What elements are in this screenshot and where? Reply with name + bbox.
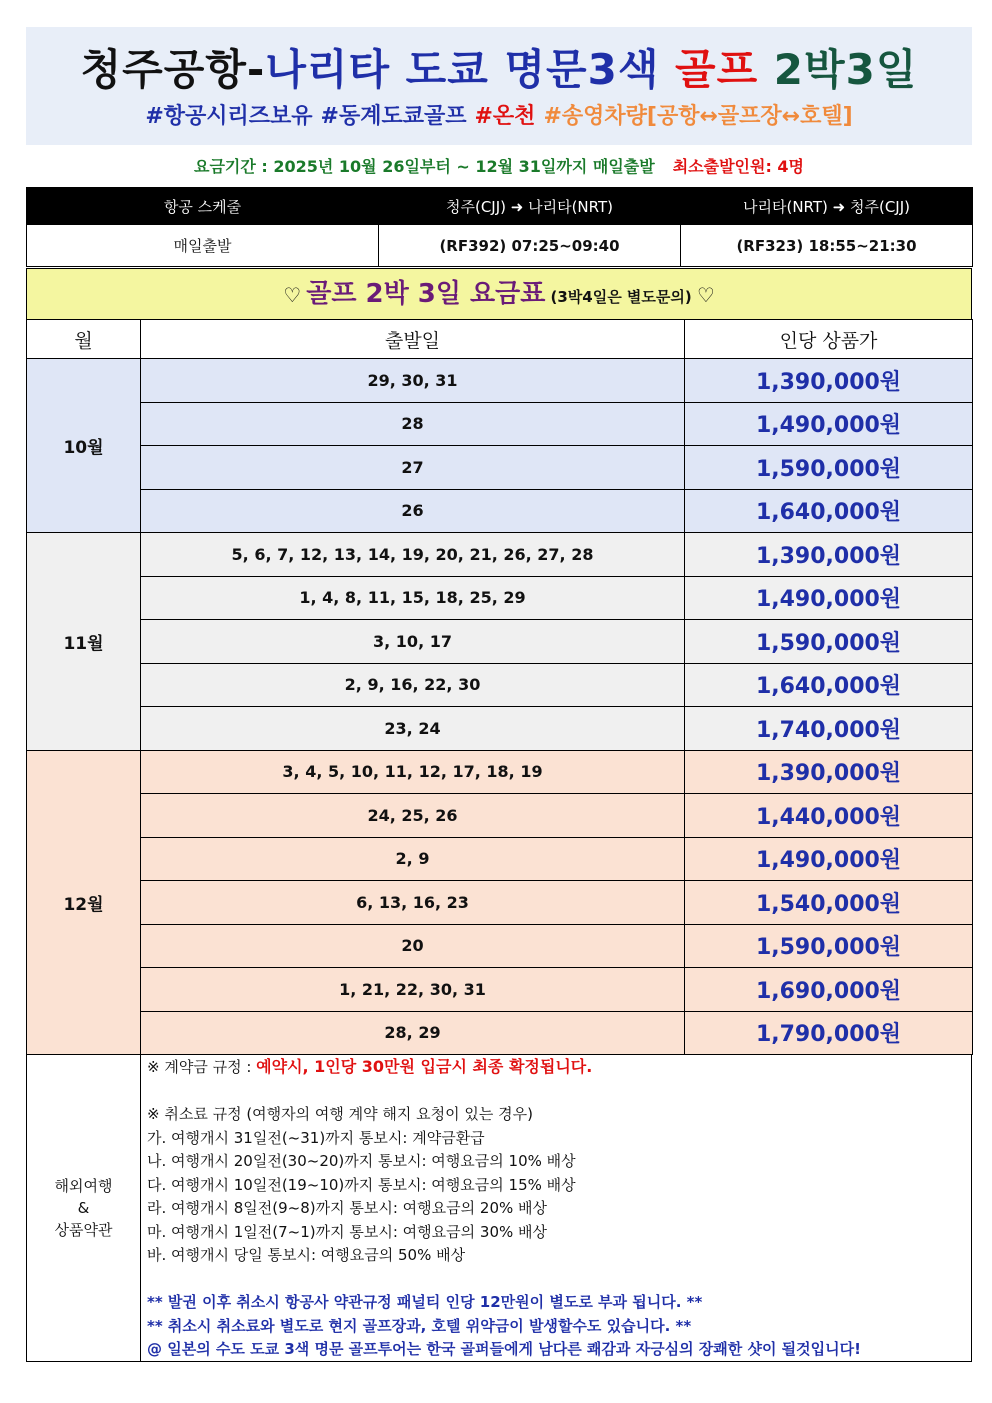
table-row [27, 794, 973, 838]
price-header-row [27, 320, 973, 359]
header-departure-dates: 출발일 [141, 320, 685, 359]
terms-note: @ 일본의 수도 도쿄 3색 명문 골프투어는 한국 골퍼들에게 남다른 쾌감과 자긍심의 장쾌한 샷이 될것입니다! [147, 1340, 861, 1358]
departure-dates: 1, 21, 22, 30, 31 [141, 968, 685, 1012]
min-people: 최소출발인원: 4명 [672, 157, 804, 176]
cancel-rule-title: ※ 취소료 규정 (여행자의 여행 계약 해지 요청이 있는 경우) [147, 1105, 533, 1123]
price: 1,590,000원 [685, 924, 973, 968]
departure-dates: 3, 4, 5, 10, 11, 12, 17, 18, 19 [141, 750, 685, 794]
price: 1,390,000원 [685, 750, 973, 794]
table-row [27, 402, 973, 446]
cancel-rule-item: 마. 여행개시 1일전(7~1)까지 통보시: 여행요금의 30% 배상 [147, 1222, 547, 1241]
flight-header-outbound: 청주(CJJ) ➜ 나리타(NRT) [379, 188, 681, 225]
price: 1,390,000원 [685, 359, 973, 403]
price: 1,640,000원 [685, 663, 973, 707]
table-row [27, 837, 973, 881]
table-row [27, 663, 973, 707]
table-row [27, 533, 973, 577]
terms-label-line: 상품약관 [54, 1221, 113, 1239]
table-row [27, 968, 973, 1012]
price: 1,590,000원 [685, 446, 973, 490]
hashtag: #항공시리즈보유 [145, 104, 313, 129]
header-month: 월 [27, 320, 141, 359]
departure-dates: 6, 13, 16, 23 [141, 881, 685, 925]
departure-dates: 20 [141, 924, 685, 968]
departure-dates: 24, 25, 26 [141, 794, 685, 838]
terms-label [27, 1055, 141, 1361]
title-part-destination: 나리타 도쿄 명문3색 [265, 45, 676, 94]
flight-departure-frequency: 매일출발 [27, 225, 379, 267]
table-row [27, 707, 973, 751]
price: 1,690,000원 [685, 968, 973, 1012]
cancel-rule-item: 나. 여행개시 20일전(30~20)까지 통보시: 여행요금의 10% 배상 [147, 1152, 576, 1170]
terms-note: ** 발권 이후 취소시 항공사 약관규정 패널티 인당 12만원이 별도로 부과 됩니다. ** [147, 1293, 703, 1311]
departure-dates: 29, 30, 31 [141, 359, 685, 403]
cancel-rule-item: 바. 여행개시 당일 통보시: 여행요금의 50% 배상 [147, 1246, 466, 1264]
table-row [27, 576, 973, 620]
hashtag: #송영차량[공항↔골프장↔호텔] [543, 104, 853, 129]
flight-header-row [27, 188, 973, 225]
hashtags [26, 99, 972, 130]
month-cell: 10월 [27, 359, 141, 533]
title-part-golf: 골프 [675, 45, 759, 94]
fare-period [26, 154, 972, 177]
price: 1,490,000원 [685, 402, 973, 446]
page-title [26, 37, 972, 97]
deposit-rule-label: ※ 계약금 규정 : [147, 1058, 257, 1076]
price-table [26, 319, 973, 1055]
price: 1,440,000원 [685, 794, 973, 838]
price: 1,590,000원 [685, 620, 973, 664]
departure-dates: 28 [141, 402, 685, 446]
cancel-rule-item: 라. 여행개시 8일전(9~8)까지 통보시: 여행요금의 20% 배상 [147, 1199, 547, 1217]
price: 1,790,000원 [685, 1011, 973, 1055]
flight-outbound-time: (RF392) 07:25~09:40 [379, 225, 681, 267]
price: 1,540,000원 [685, 881, 973, 925]
fare-table-subtitle: (3박4일은 별도문의) [550, 288, 692, 306]
month-cell: 12월 [27, 750, 141, 1055]
table-row [27, 620, 973, 664]
price: 1,640,000원 [685, 489, 973, 533]
fare-period-text: 요금기간 : 2025년 10월 26일부터 ~ 12월 31일까지 매일출발 [193, 157, 655, 176]
departure-dates: 5, 6, 7, 12, 13, 14, 19, 20, 21, 26, 27, 28 [141, 533, 685, 577]
title-part-duration: 2박3일 [758, 45, 918, 94]
price: 1,490,000원 [685, 576, 973, 620]
departure-dates: 3, 10, 17 [141, 620, 685, 664]
departure-dates: 1, 4, 8, 11, 15, 18, 25, 29 [141, 576, 685, 620]
terms-label-line: 해외여행 [54, 1177, 113, 1195]
departure-dates: 23, 24 [141, 707, 685, 751]
flight-schedule-table [26, 187, 973, 267]
departure-dates: 28, 29 [141, 1011, 685, 1055]
header-price: 인당 상품가 [685, 320, 973, 359]
price: 1,740,000원 [685, 707, 973, 751]
terms-note: ** 취소시 취소료와 별도로 현지 골프장과, 호텔 위약금이 발생할수도 있습니다. ** [147, 1316, 692, 1335]
heart-icon: ♡ [283, 283, 302, 307]
fare-table-title [26, 268, 972, 320]
table-row [27, 1011, 973, 1055]
table-row [27, 489, 973, 533]
price: 1,490,000원 [685, 837, 973, 881]
table-row [27, 924, 973, 968]
table-row [27, 881, 973, 925]
departure-dates: 26 [141, 489, 685, 533]
flight-inbound-time: (RF323) 18:55~21:30 [681, 225, 973, 267]
table-row [27, 359, 973, 403]
departure-dates: 2, 9 [141, 837, 685, 881]
deposit-rule [147, 1055, 967, 1080]
month-cell: 11월 [27, 533, 141, 751]
terms-label-line: & [77, 1199, 90, 1217]
heart-icon: ♡ [696, 283, 715, 307]
cancel-rule-item: 다. 여행개시 10일전(19~10)까지 통보시: 여행요금의 15% 배상 [147, 1175, 576, 1194]
departure-dates: 27 [141, 446, 685, 490]
title-part-origin: 청주공항- [80, 45, 266, 94]
flight-header-inbound: 나리타(NRT) ➜ 청주(CJJ) [681, 188, 973, 225]
terms-content [147, 1055, 967, 1362]
terms-section [26, 1054, 972, 1362]
departure-dates: 2, 9, 16, 22, 30 [141, 663, 685, 707]
cancel-rule-item: 가. 여행개시 31일전(~31)까지 통보시: 계약금환급 [147, 1128, 485, 1147]
flight-header-schedule: 항공 스케줄 [27, 188, 379, 225]
flight-row [27, 225, 973, 267]
title-banner [26, 27, 972, 145]
price: 1,390,000원 [685, 533, 973, 577]
deposit-rule-text: 예약시, 1인당 30만원 입금시 최종 확정됩니다. [256, 1057, 593, 1076]
hashtag: #온천 [474, 104, 536, 129]
table-row [27, 446, 973, 490]
table-row [27, 750, 973, 794]
fare-table-title-text: 골프 2박 3일 요금표 [306, 279, 546, 309]
hashtag: #동계도쿄골프 [320, 104, 467, 129]
